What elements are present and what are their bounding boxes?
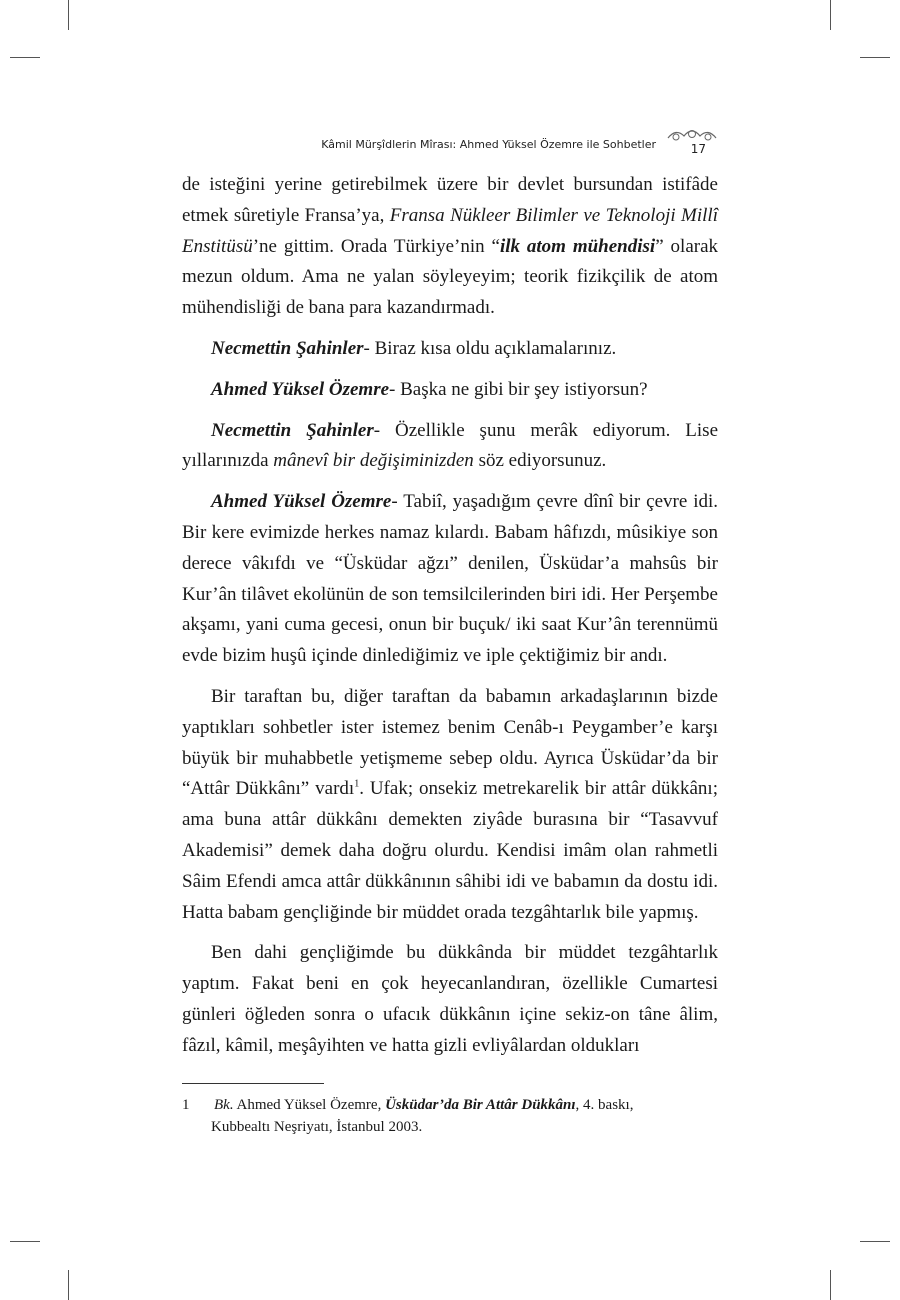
crop-mark (860, 57, 890, 58)
dialogue-paragraph (182, 487, 718, 672)
dialogue-paragraph (182, 375, 718, 406)
text-run: , 4. baskı, (575, 1097, 634, 1113)
speaker-name: Ahmed Yüksel Özemre (211, 491, 392, 513)
crop-mark (68, 1270, 69, 1300)
paragraph (182, 682, 718, 928)
dialogue-paragraph (182, 334, 718, 365)
body-text (182, 170, 718, 1062)
text-run: - Özellikle şunu merâk ediyorum. Lise yıllarınızda (182, 419, 719, 472)
bold-italic-run: Üsküdar’da Bir Attâr Dükkânı (385, 1097, 576, 1113)
speaker-name: Ahmed Yüksel Özemre (211, 378, 390, 400)
crop-mark (10, 1241, 40, 1242)
footnote-line: Kubbealtı Neşriyatı, İstanbul 2003. (211, 1119, 423, 1135)
page-number: 17 (690, 142, 706, 156)
paragraph (182, 170, 718, 324)
italic-run: Fransa Nükleer Bilimler ve Teknoloji Millî Enstitüsü (182, 204, 718, 257)
crop-mark (830, 1270, 831, 1300)
text-run: . Ufak; onsekiz metrekarelik bir attâr dükkânı; ama buna attâr dükkânı demekten ziyâde burasına bir “Tasavvuf Akademisi” demek daha doğru olurdu. Kendisi imâm olan rahmetli Sâim Efendi amca attâr dükkânının sâhibi idi ve babamın da dostu idi. Hatta babam gençliğinde bir müddet orada tezgâhtarlık bile yapmış. (182, 778, 718, 923)
text-run: ” olarak mezun oldum. Ama ne yalan söyleyeyim; teorik fizikçilik de atom mühendisliği de bana para kazandırmadı. (182, 235, 719, 319)
text-run: - Başka ne gibi bir şey istiyorsun? (389, 378, 648, 400)
text-run: Bir taraftan bu, diğer taraftan da babamın arkadaşlarının bizde yaptıkları sohbetler ister istemez benim Cenâb-ı Peygamber’e karşı büyük bir muhabbetle yetişmeme sebep oldu. Ayrıca Üsküdar’da bir “Attâr Dükkânı” vardı (182, 685, 718, 800)
text-run: - Biraz kısa oldu açıklamalarınız. (363, 337, 617, 359)
footnote (182, 1094, 718, 1138)
crop-mark (10, 57, 40, 58)
crop-mark (68, 0, 69, 30)
speaker-name: Necmettin Şahinler (211, 419, 374, 441)
footnote-rule (182, 1083, 324, 1084)
paragraph (182, 938, 718, 1061)
text-run: - Tabiî, yaşadığım çevre dînî bir çevre idi. Bir kere evimizde herkes namaz kılardı. Babam hâfızdı, mûsikiye son derece vâkıfdı ve “Üsküdar ağzı” denilen, Üsküdar’a mahsûs bir Kur’ân tilâvet ekolünün de son temsilcilerinden biri idi. Her Perşembe akşamı, yani cuma gecesi, onun bir buçuk/ iki saat Kur’ân terennümü evde bizim huşû içinde dinlediğimiz ve iple çektiğimiz bir andı. (182, 491, 719, 667)
text-run: söz ediyorsunuz. (473, 450, 607, 472)
text-run: Ben dahi gençliğimde bu dükkânda bir müddet tezgâhtarlık yaptım. Fakat beni en çok heyecanlandıran, özellikle Cumartesi günleri öğleden sonra o ufacık dükkânın içine sekiz-on tâne âlim, fâzıl, kâmil, meşâyihten ve hatta gizli evliyâlardan oldukları (182, 942, 718, 1056)
dialogue-paragraph (182, 416, 718, 478)
text-run: Ahmed Yüksel Özemre, (233, 1097, 386, 1113)
crop-mark (830, 0, 831, 30)
footnote-line (182, 1094, 718, 1116)
text-run: de isteğini yerine getirebilmek üzere bir devlet bursundan istifâde etmek sûretiyle Fransa’ya, (182, 174, 718, 226)
italic-run: mânevî bir değişiminizden (273, 450, 474, 472)
italic-run: Bk. (214, 1097, 234, 1113)
speaker-name: Necmettin Şahinler (211, 337, 364, 359)
footnote-number: 1 (182, 1097, 190, 1113)
text-run: ’ne gittim. Orada Türkiye’nin “ (252, 235, 500, 257)
crop-mark (860, 1241, 890, 1242)
footnote-ref: 1 (354, 779, 360, 791)
running-title: Kâmil Mürşîdlerin Mîrası: Ahmed Yüksel Özemre ile Sohbetler (321, 138, 656, 151)
bold-italic-run: ilk atom mühendisi (499, 235, 656, 257)
running-header (180, 128, 720, 168)
